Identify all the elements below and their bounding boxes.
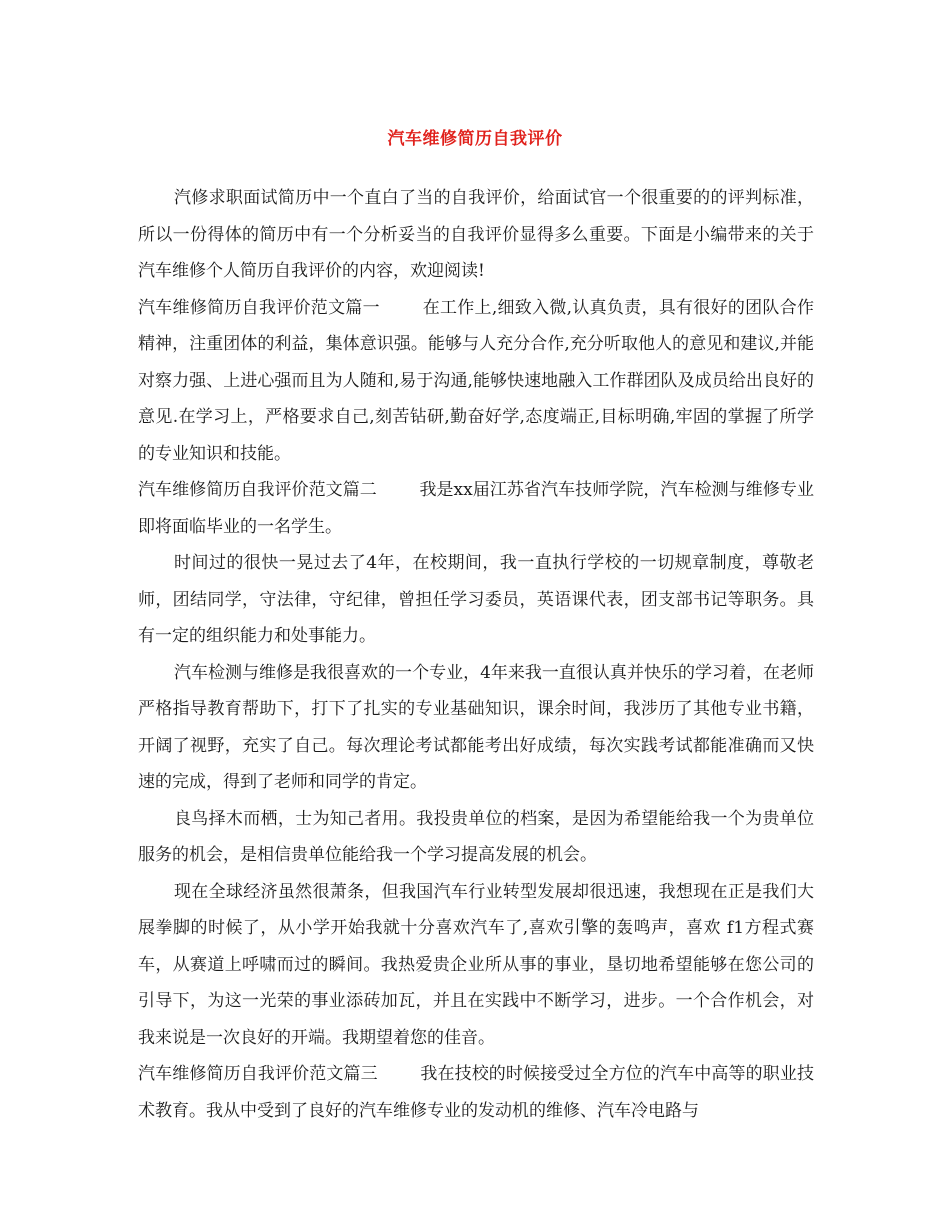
- section-heading-three: 汽车维修简历自我评价范文篇三: [138, 1064, 378, 1084]
- paragraph-motivation: 良鸟择木而栖，士为知己者用。我投贵单位的档案，是因为希望能给我一个为贵单位服务的机会，是相信贵单位能给我一个学习提高发展的机会。: [138, 808, 814, 865]
- document-body: [138, 180, 814, 1129]
- paragraph-industry: 现在全球经济虽然很萧条，但我国汽车行业转型发展却很迅速，我想现在正是我们大展拳脚的时候了，从小学开始我就十分喜欢汽车了,喜欢引擎的轰鸣声，喜欢 f1方程式赛车，从赛道上呼啸而过的瞬间。我热爱贵企业所从事的事业，垦切地希望能够在您公司的引导下，为这一光荣的事业添砖加瓦，并且在实践中不断学习，进步。一个合作机会，对我来说是一次良好的开端。我期望着您的佳音。: [138, 881, 814, 1048]
- paragraph-major: 汽车检测与维修是我很喜欢的一个专业，4年来我一直很认真并快乐的学习着，在老师严格指导教育帮助下，打下了扎实的专业基础知识，课余时间，我涉历了其他专业书籍，开阔了视野，充实了自己。每次理论考试都能考出好成绩，每次实践考试都能准确而又快速的完成，得到了老师和同学的肯定。: [138, 662, 814, 792]
- section-three: [138, 1056, 814, 1129]
- section-one: [138, 290, 814, 473]
- section-heading-two: 汽车维修简历自我评价范文篇二: [138, 480, 377, 500]
- paragraph-school-time: 时间过的很快一晃过去了4年，在校期间，我一直执行学校的一切规章制度，尊敬老师，团结同学，守法律，守纪律，曾担任学习委员，英语课代表，团支部书记等职务。具有一定的组织能力和处事能力。: [138, 553, 814, 646]
- section-two: [138, 472, 814, 545]
- section-two-text: 我是xx届江苏省汽车技师学院，汽车检测与维修专业即将面临毕业的一名学生。: [138, 480, 814, 537]
- paragraph-intro: 汽修求职面试简历中一个直白了当的自我评价，给面试官一个很重要的的评判标准，所以一份得体的简历中有一个分析妥当的自我评价显得多么重要。下面是小编带来的关于汽车维修个人简历自我评价的内容，欢迎阅读!: [138, 188, 814, 281]
- section-one-text: 在工作上,细致入微,认真负责，具有很好的团队合作精神，注重团体的利益，集体意识强。能够与人充分合作,充分听取他人的意见和建议,并能对察力强、上进心强而且为人随和,易于沟通,能够快速地融入工作群团队及成员给出良好的意见.在学习上，严格要求自己,刻苦钻研,勤奋好学,态度端正,目标明确,牢固的掌握了所学的专业知识和技能。: [138, 297, 814, 464]
- section-three-text: 我在技校的时候接受过全方位的汽车中高等的职业技术教育。我从中受到了良好的汽车维修专业的发动机的维修、汽车冷电路与: [138, 1064, 814, 1121]
- section-heading-one: 汽车维修简历自我评价范文篇一: [138, 297, 380, 318]
- document-title: 汽车维修简历自我评价: [387, 129, 563, 149]
